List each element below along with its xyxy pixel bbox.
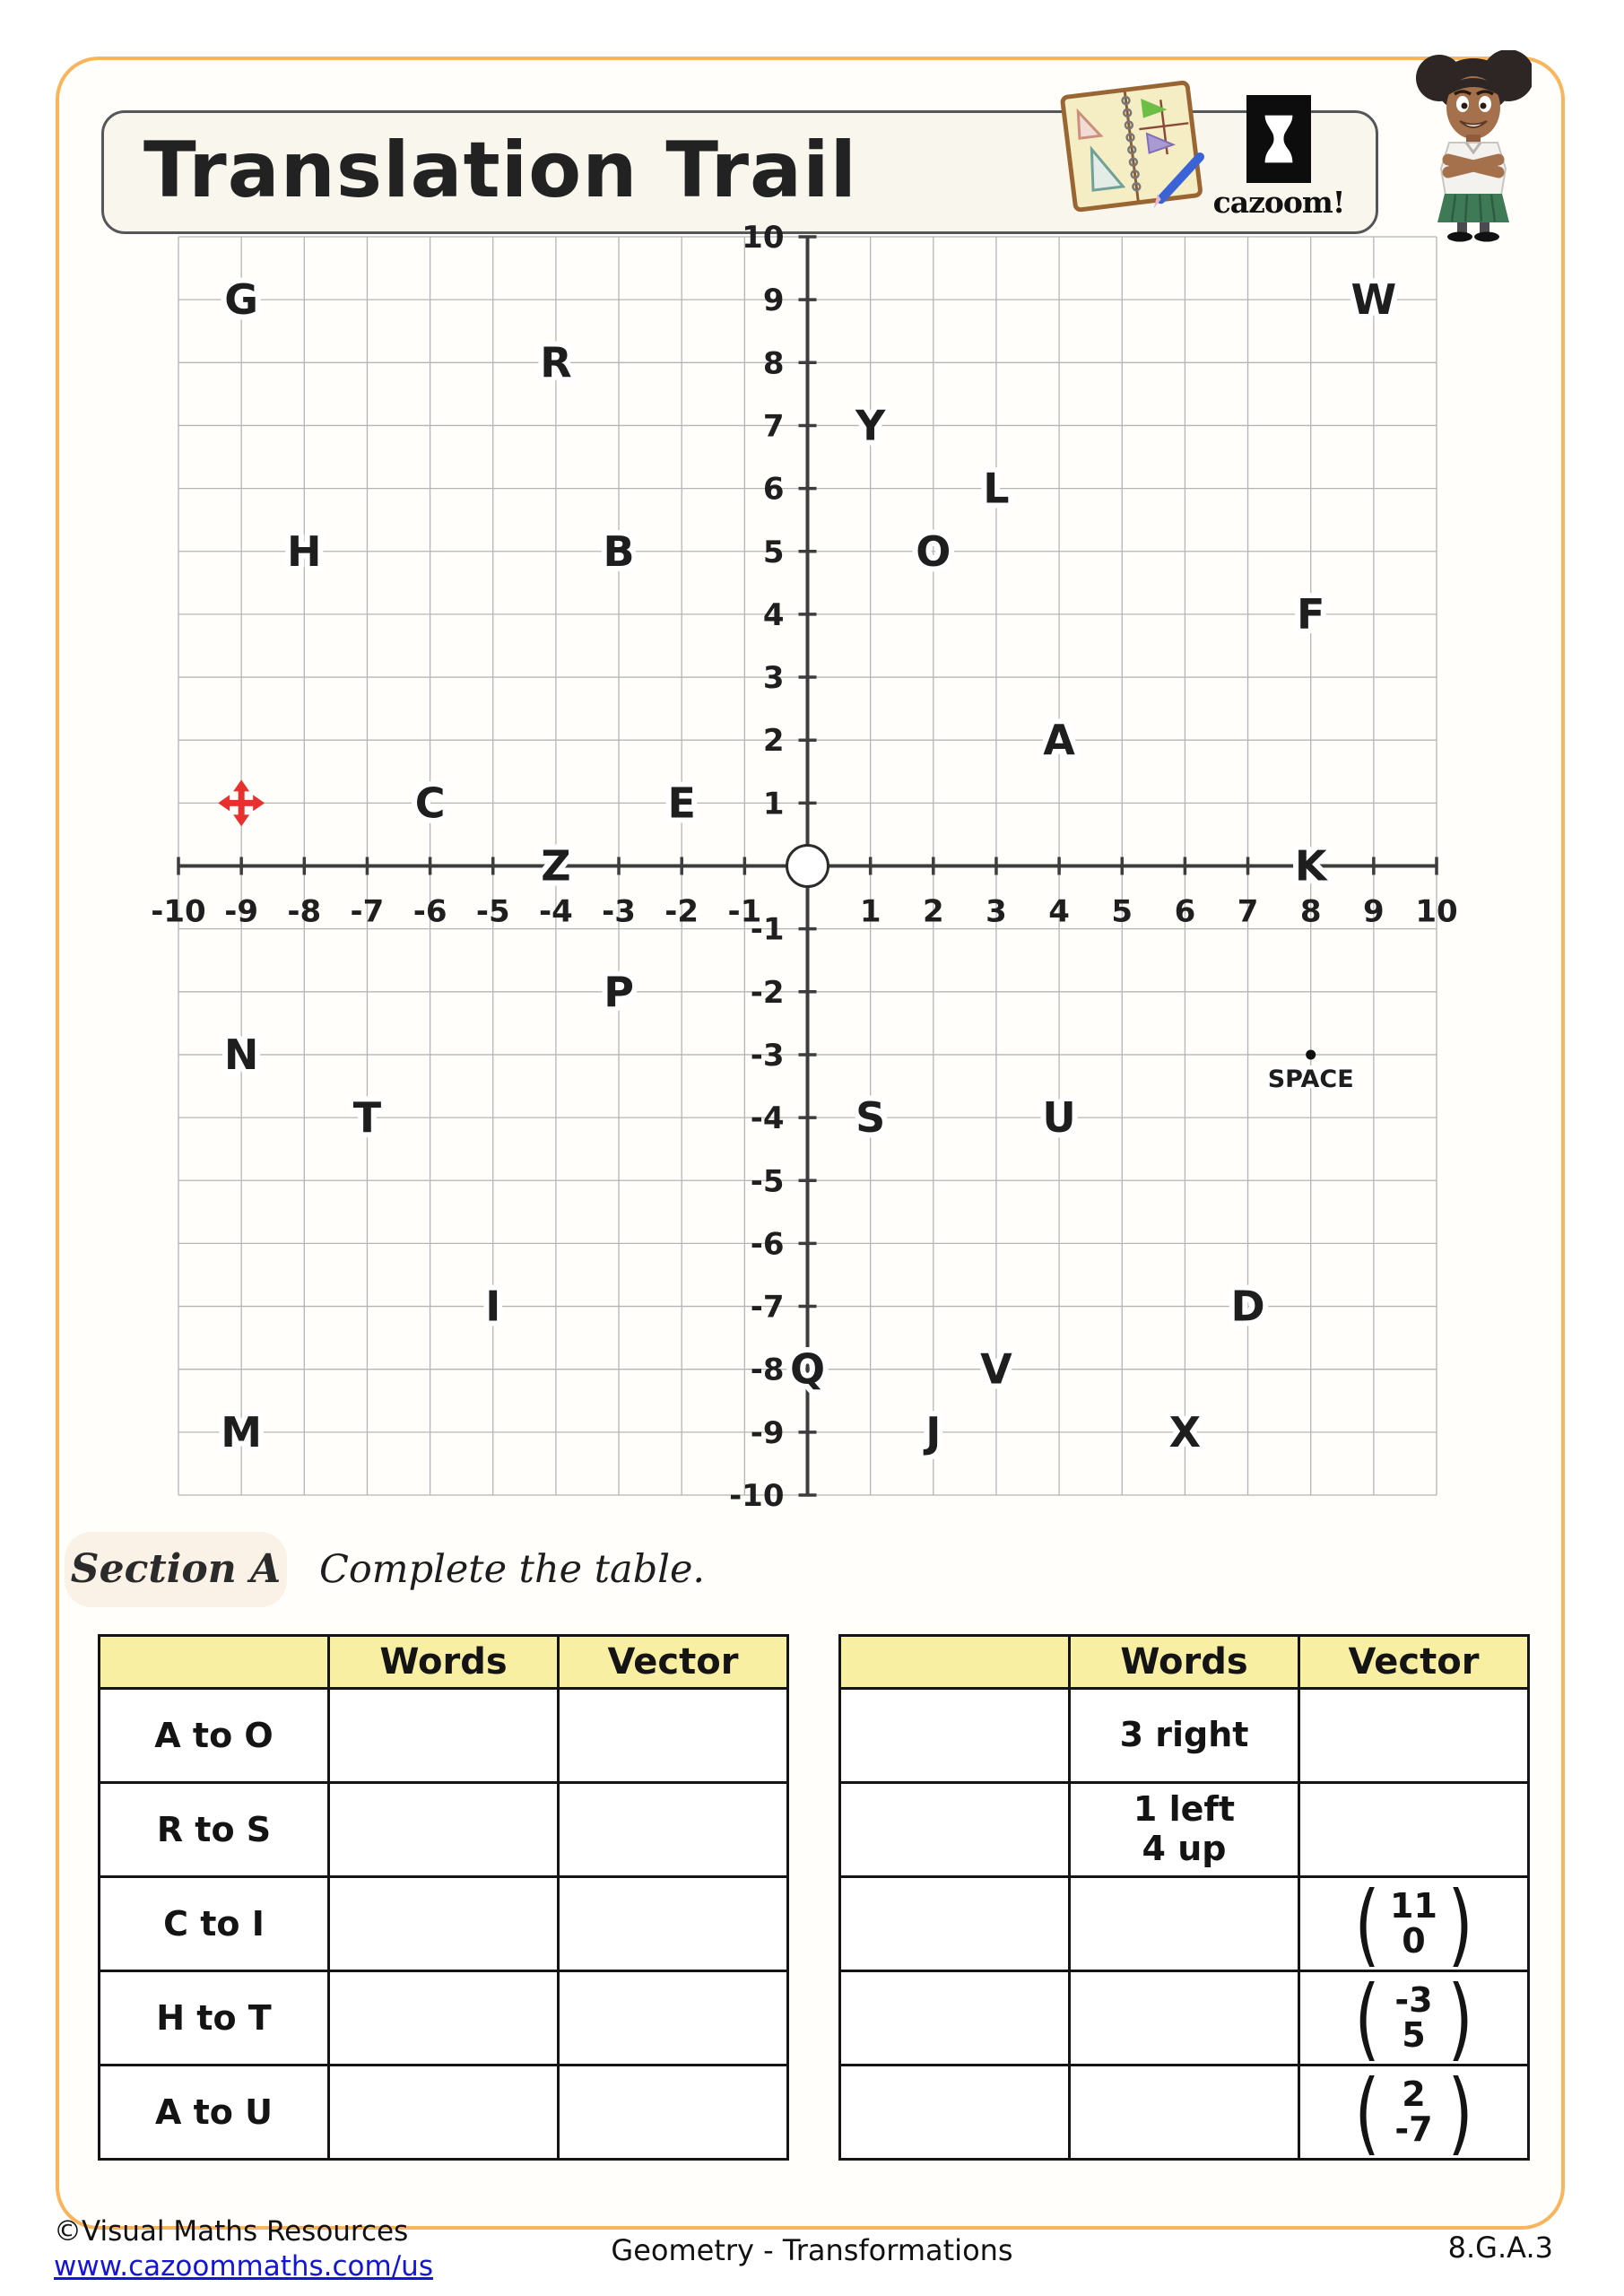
y-tick-label: -3 (750, 1037, 785, 1074)
y-tick-label: 3 (762, 660, 785, 697)
grid-letter-K: K (1294, 841, 1327, 891)
cell-words: 1 left 4 up (1070, 1783, 1299, 1877)
y-tick-label: -2 (750, 974, 785, 1011)
y-tick-label: 7 (762, 408, 785, 445)
cell-vector (559, 1971, 788, 2066)
grid-letter-B: B (603, 526, 635, 576)
cell-vector (559, 1877, 788, 1971)
table-row (840, 1971, 1529, 2066)
table-header-words: Words (1070, 1636, 1299, 1689)
grid-letter-F: F (1296, 589, 1325, 639)
x-tick-label: -4 (539, 893, 573, 930)
table-row (100, 1877, 788, 1971)
section-label: Section A (70, 1546, 282, 1592)
cell-pair-label (840, 1971, 1070, 2066)
y-tick-label: 6 (762, 471, 785, 508)
grid-letter-M: M (221, 1407, 263, 1457)
x-tick-label: 6 (1174, 893, 1196, 930)
grid-letter-L: L (983, 464, 1010, 513)
y-tick-label: -1 (750, 911, 785, 948)
table-row (100, 1689, 788, 1783)
x-tick-label: -9 (224, 893, 259, 930)
grid-letter-E: E (667, 778, 696, 828)
cell-pair-label: A to O (100, 1689, 329, 1783)
y-tick-label: -10 (729, 1478, 785, 1514)
y-tick-label: 4 (762, 596, 785, 633)
cell-words (329, 1689, 559, 1783)
cell-pair-label (840, 1877, 1070, 1971)
cell-pair-label: H to T (100, 1971, 329, 2066)
x-tick-label: -7 (350, 893, 385, 930)
space-point-label: SPACE (1267, 1065, 1354, 1093)
x-tick-label: -6 (413, 893, 447, 930)
footer-link[interactable]: www.cazoommaths.com/us (54, 2250, 433, 2283)
x-tick-label: 3 (986, 893, 1007, 930)
grid-letter-X: X (1168, 1407, 1202, 1457)
y-tick-label: -6 (750, 1226, 785, 1263)
y-tick-label: 5 (762, 534, 785, 570)
footer-standard-code: 8.G.A.3 (1447, 2231, 1553, 2265)
y-tick-label: 9 (762, 283, 785, 319)
cell-vector (559, 1689, 788, 1783)
x-tick-label: 2 (922, 893, 944, 930)
footer-copyright: ©Visual Maths Resources (54, 2215, 409, 2248)
x-tick-label: 5 (1111, 893, 1133, 930)
x-tick-label: -10 (151, 893, 206, 930)
y-tick-label: -5 (750, 1163, 785, 1200)
answer-table-left (98, 1634, 789, 2161)
grid-letter-U: U (1042, 1093, 1076, 1143)
grid-letter-Y: Y (855, 401, 886, 450)
cell-pair-label (840, 1689, 1070, 1783)
grid-letter-C: C (414, 778, 446, 828)
grid-letter-Q: Q (789, 1344, 826, 1394)
answer-table-right (838, 1634, 1530, 2165)
grid-letter-N: N (223, 1030, 259, 1079)
x-tick-label: 7 (1237, 893, 1259, 930)
cell-words (1070, 1877, 1299, 1971)
cell-vector: ( 2 -7 ) (1299, 2066, 1529, 2160)
cell-words (329, 2066, 559, 2160)
cell-vector (559, 1783, 788, 1877)
cell-vector: ( -3 5 ) (1299, 1971, 1529, 2066)
x-tick-label: -2 (664, 893, 699, 930)
student-character-illustration (1415, 50, 1532, 246)
grid-letter-A: A (1043, 716, 1075, 765)
grid-letter-S: S (855, 1093, 886, 1143)
cell-pair-label: R to S (100, 1783, 329, 1877)
cell-vector (1299, 1783, 1529, 1877)
table-header-words: Words (329, 1636, 559, 1689)
x-tick-label: 9 (1363, 893, 1385, 930)
y-tick-label: 10 (742, 220, 785, 256)
cazoom-logo-icon (1246, 95, 1311, 183)
x-tick-label: -1 (727, 893, 762, 930)
notebook-geometry-icon (1056, 72, 1207, 228)
table-right-body (840, 1689, 1529, 2165)
grid-letter-V: V (980, 1344, 1012, 1394)
grid-letter-D: D (1230, 1282, 1265, 1331)
grid-letter-I: I (485, 1282, 501, 1331)
cell-vector: ( 11 0 ) (1299, 1877, 1529, 1971)
cell-words (1070, 2066, 1299, 2160)
section-instruction: Complete the table. (319, 1547, 706, 1592)
grid-letter-H: H (287, 526, 322, 576)
cell-pair-label (840, 1783, 1070, 1877)
cell-vector (1299, 1689, 1529, 1783)
table-row (840, 1877, 1529, 1971)
y-tick-label: 2 (762, 723, 785, 760)
grid-letter-O: O (916, 526, 951, 576)
cell-vector (559, 2066, 788, 2160)
grid-letter-P: P (604, 967, 634, 1016)
x-tick-label: -3 (602, 893, 636, 930)
y-tick-label: 1 (762, 786, 785, 822)
table-row (100, 1971, 788, 2066)
y-tick-label: -7 (750, 1289, 785, 1326)
table-header-vector: Vector (1299, 1636, 1529, 1689)
table-row (100, 1783, 788, 1877)
cell-words (1070, 1971, 1299, 2066)
table-row (840, 2066, 1529, 2160)
table-row (840, 1689, 1529, 1783)
grid-letter-J: J (925, 1407, 942, 1457)
table-header-blank (100, 1636, 329, 1689)
table-left-body (100, 1689, 788, 2160)
cell-words (329, 1877, 559, 1971)
cazoom-logo-text: cazoom! (1212, 185, 1345, 220)
y-tick-label: -4 (750, 1100, 785, 1137)
footer-topic: Geometry - Transformations (611, 2233, 1013, 2267)
cell-pair-label: C to I (100, 1877, 329, 1971)
grid-letter-T: T (352, 1093, 382, 1143)
cell-words: 3 right (1070, 1689, 1299, 1783)
x-tick-label: 8 (1299, 893, 1322, 930)
table-header-vector: Vector (559, 1636, 788, 1689)
space-point-dot (1306, 1049, 1316, 1059)
x-tick-label: -8 (287, 893, 322, 930)
page-title: Translation Trail (143, 126, 858, 215)
x-tick-label: -5 (475, 893, 510, 930)
x-tick-label: 10 (1415, 893, 1458, 930)
cell-words (329, 1783, 559, 1877)
grid-letter-G: G (224, 275, 259, 325)
y-tick-label: -8 (750, 1352, 785, 1388)
x-tick-label: 4 (1048, 893, 1070, 930)
table-header-blank (840, 1636, 1070, 1689)
cell-pair-label: A to U (100, 2066, 329, 2160)
cell-words (329, 1971, 559, 2066)
grid-letter-R: R (540, 338, 572, 387)
origin-circle (787, 846, 829, 887)
x-tick-label: 1 (859, 893, 881, 930)
y-tick-label: 8 (762, 345, 785, 382)
table-row (840, 1783, 1529, 1877)
cell-pair-label (840, 2066, 1070, 2160)
coordinate-grid (151, 220, 1458, 1514)
y-tick-label: -9 (750, 1414, 785, 1451)
grid-letter-Z: Z (541, 841, 571, 891)
table-row (100, 2066, 788, 2160)
red-move-cursor-icon (218, 779, 265, 826)
grid-letter-W: W (1350, 275, 1397, 325)
